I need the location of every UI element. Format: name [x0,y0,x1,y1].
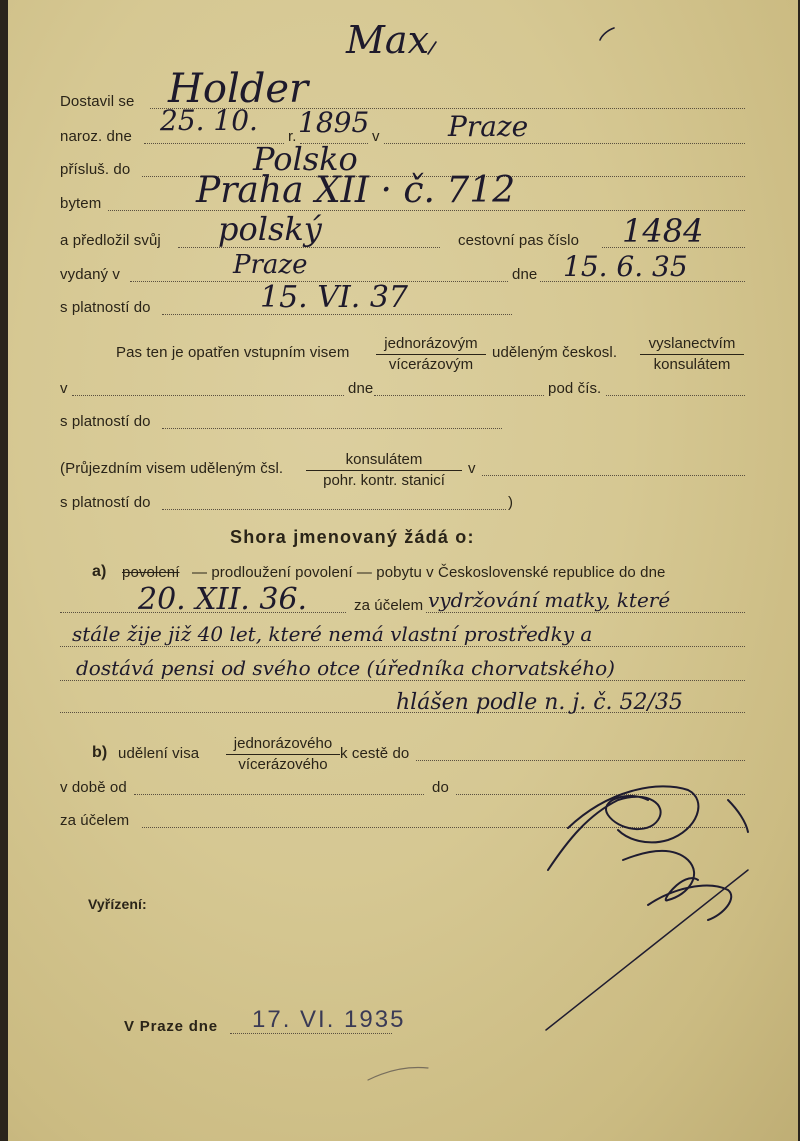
bytem-value: Praha XII · č. 712 [196,170,516,211]
praha-label: V Praze dne [124,1018,218,1035]
cestovni-value: 1484 [622,212,704,250]
doba-line [134,794,424,795]
vydany-label: vydaný v [60,266,120,283]
rok-value: 1895 [298,106,370,139]
vyrizeni-label: Vyřízení: [88,896,147,912]
ucel-text-2: stále žije již 40 let, které nemá vlastní prostředky a [72,622,593,646]
ucel2-label: za účelem [60,812,130,829]
a-date: 20. XII. 36. [138,582,308,617]
predlozil-label: a předložil svůj [60,232,161,249]
vizum-bottom: vícerázovým [388,356,474,373]
platnost-label: s platností do [60,299,151,316]
pas-text: Pas ten je opatřen vstupním visem [116,344,350,361]
naroz-value: 25. 10. [160,104,258,137]
dne2-line [374,395,544,396]
b-top: jednorázového [226,734,340,755]
close-paren: ) [508,494,514,511]
dostavil-label: Dostavil se [60,93,135,110]
vizum-top: jednorázovým [376,334,486,355]
bytem-label: bytem [60,195,102,212]
prislus-value: Polsko [253,140,358,178]
rok-label: r. [288,128,297,145]
ucel2-line [142,827,745,828]
platnost3-line [162,509,506,510]
pruj-bottom: pohr. kontr. stanicí [323,472,445,489]
v-label: v [60,380,68,397]
b-label: b) [92,744,108,761]
ucel-text-3: dostává pensi od svého otce (úředníka chorvatského) [76,656,615,680]
platnost3-label: s platností do [60,494,151,511]
a-struck: povolení [122,564,180,581]
udelenym-text: uděleným českosl. [492,344,618,361]
pruj-top: konsulátem [306,450,462,471]
b-fraction [226,734,340,774]
naroz-label: naroz. dne [60,128,132,145]
cestovni-label: cestovní pas číslo [458,232,580,249]
dostavil-value: Holder [168,66,309,112]
urad-fraction [640,334,744,374]
platnost2-line [162,428,502,429]
urad-top: vyslanectvím [640,334,744,355]
za-ucelem-label: za účelem [354,597,424,614]
platnost2-label: s platností do [60,413,151,430]
predlozil-value: polský [218,210,322,248]
a-text: — prodloužení povolení — pobytu v Československé republice do dne [192,564,666,581]
v-line [72,395,344,396]
visa-application-form [8,0,798,1141]
podcis-line [606,395,745,396]
dne2-label: dne [348,380,374,397]
urad-bottom: konsulátem [653,356,731,373]
dne-label: dne [512,266,538,283]
ucel-text-1: vydržování matky, které [428,588,671,612]
misto-value: Praze [448,110,529,143]
b-cesta: k cestě do [340,745,410,762]
pruj-fraction [306,450,462,490]
pruj-text: (Průjezdním visem uděleným čsl. [60,460,284,477]
podcis-label: pod čís. [548,380,602,397]
b-cesta-line [416,760,745,761]
b-text: udělení visa [118,745,200,762]
b-bottom: vícerázového [238,756,328,773]
misto-label: v [372,128,380,145]
section-heading: Shora jmenovaný žádá o: [230,527,475,547]
do-label: do [432,779,449,796]
vydany-value: Praze [233,250,308,280]
misto-line [384,143,745,144]
ucel-line-3 [60,680,745,681]
date-stamp: 17. VI. 1935 [252,1006,406,1033]
doba-label: v době od [60,779,127,796]
ucel-text-4: hlášen podle n. j. č. 52/35 [396,690,683,715]
vizum-fraction [376,334,486,374]
platnost-value: 15. VI. 37 [260,280,409,315]
pruj-line [482,475,745,476]
dne-value: 15. 6. 35 [563,250,688,283]
a-label: a) [92,563,107,580]
do-line [456,794,745,795]
ucel-line-1 [426,612,745,613]
prislus-label: přísluš. do [60,161,131,178]
ucel-line-2 [60,646,745,647]
header-signature: Max [346,18,429,62]
pruj-v: v [468,460,476,477]
